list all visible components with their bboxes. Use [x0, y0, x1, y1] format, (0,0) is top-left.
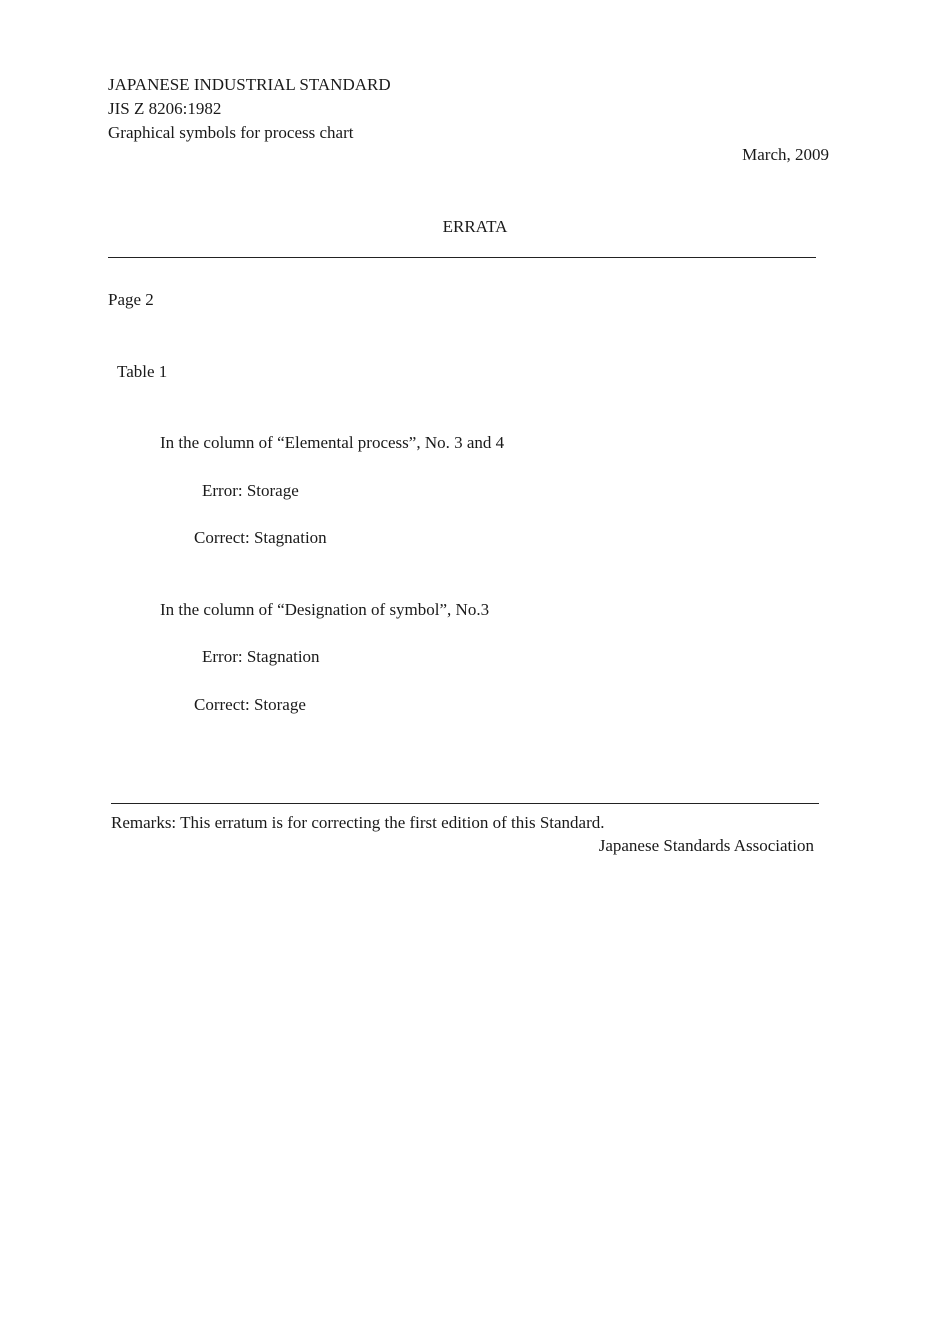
page-title: ERRATA	[442, 217, 508, 236]
table-reference: Table 1	[117, 362, 168, 381]
correction-correct-2: Correct: Storage	[194, 695, 306, 714]
issue-date: March, 2009	[742, 145, 829, 164]
correction-location-1: In the column of “Elemental process”, No. 3 and 4	[160, 433, 505, 452]
correction-error-2: Error: Stagnation	[202, 647, 320, 666]
standard-name: JAPANESE INDUSTRIAL STANDARD	[108, 75, 391, 94]
correction-error-1: Error: Storage	[202, 481, 299, 500]
standard-number: JIS Z 8206:1982	[108, 99, 222, 118]
remarks-text: Remarks: This erratum is for correcting the first edition of this Standard.	[111, 813, 605, 832]
publisher-name: Japanese Standards Association	[598, 836, 814, 855]
page-reference: Page 2	[108, 290, 154, 309]
correction-location-2: In the column of “Designation of symbol”, No.3	[160, 600, 490, 619]
title-divider	[108, 257, 816, 258]
correction-correct-1: Correct: Stagnation	[194, 528, 327, 547]
footer-divider	[111, 803, 819, 804]
standard-title: Graphical symbols for process chart	[108, 123, 354, 142]
